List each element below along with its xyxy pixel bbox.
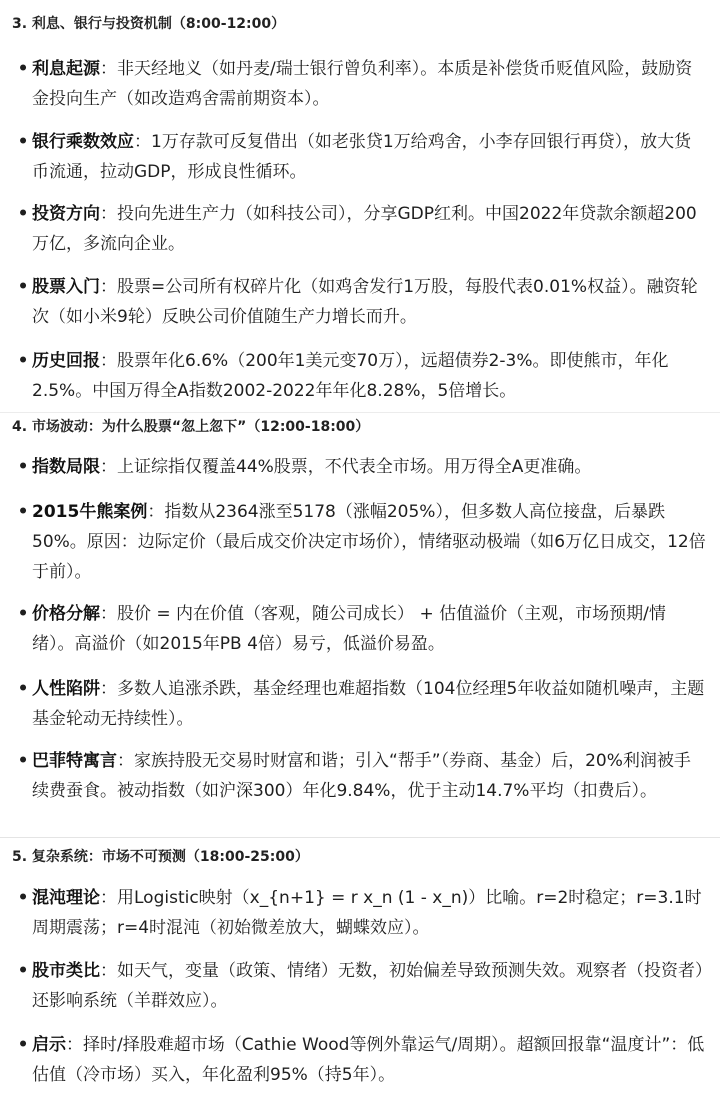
list-item: • 银行乘数效应：1万存款可反复借出（如老张贷1万给鸡舍，小李存回银行再贷），放大货币流通，拉动GDP，形成良性循环。: [16, 127, 706, 187]
list-item: • 利息起源：非天经地义（如丹麦/瑞士银行曾负利率）。本质是补偿货币贬值风险，鼓励资金投向生产（如改造鸡舍需前期资本）。: [16, 54, 706, 114]
bullet-icon: •: [17, 961, 29, 981]
section-heading: 3. 利息、银行与投资机制（8:00-12:00）: [12, 16, 286, 32]
item-text: 家族持股无交易时财富和谐；引入“帮手”（券商、基金）后，20%利润被手续费蚕食。被动指数（如沪深300）年化9.84%，优于主动14.7%平均（扣费后）。: [32, 751, 691, 801]
list-item: • 投资方向：投向先进生产力（如科技公司），分享GDP红利。中国2022年贷款余额超200万亿，多流向企业。: [16, 199, 706, 259]
bullet-icon: •: [17, 1035, 29, 1055]
list-item: • 价格分解：股价 = 内在价值（客观，随公司成长） + 估值溢价（主观，市场预期/情绪）。高溢价（如2015年PB 4倍）易亏，低溢价易盈。: [16, 599, 706, 659]
bullet-icon: •: [17, 59, 29, 79]
bullet-icon: •: [17, 888, 29, 908]
section-heading: 5. 复杂系统：市场不可预测（18:00-25:00）: [12, 849, 309, 865]
item-term: 指数局限: [32, 457, 100, 477]
item-term: 价格分解: [32, 604, 100, 624]
item-term: 银行乘数效应: [32, 132, 134, 152]
item-term: 历史回报: [32, 351, 100, 371]
item-text: 上证综指仅覆盖44%股票，不代表全市场。用万得全A更准确。: [117, 457, 592, 477]
list-item: • 启示：择时/择股难超市场（Cathie Wood等例外靠运气/周期）。超额回报靠“温度计”：低估值（冷市场）买入，年化盈利95%（持5年）。: [16, 1030, 706, 1090]
item-text: 股票=公司所有权碎片化（如鸡舍发行1万股，每股代表0.01%权益）。融资轮次（如小米9轮）反映公司价值随生产力增长而升。: [32, 277, 698, 327]
item-term: 混沌理论: [32, 888, 100, 908]
bullet-icon: •: [17, 132, 29, 152]
item-term: 巴菲特寓言: [32, 751, 117, 771]
section-heading: 4. 市场波动：为什么股票“忽上忽下”（12:00-18:00）: [12, 419, 370, 435]
list-item: • 指数局限：上证综指仅覆盖44%股票，不代表全市场。用万得全A更准确。: [16, 452, 706, 482]
item-text: 指数从2364涨至5178（涨幅205%），但多数人高位接盘，后暴跌50%。原因：边际定价（最后成交价决定市场价），情绪驱动极端（如6万亿日成交，12倍于前）。: [32, 502, 706, 582]
section-5: [0, 837, 720, 1094]
bullet-icon: •: [17, 751, 29, 771]
list-item: • 历史回报：股票年化6.6%（200年1美元变70万），远超债券2-3%。即使熊市，年化2.5%。中国万得全A指数2002-2022年年化8.28%，5倍增长。: [16, 346, 706, 406]
item-term: 利息起源: [32, 59, 100, 79]
item-text: 多数人追涨杀跌，基金经理也难超指数（104位经理5年收益如随机噪声，主题基金轮动无持续性）。: [32, 679, 705, 729]
item-term: 启示: [32, 1035, 66, 1055]
item-text: 非天经地义（如丹麦/瑞士银行曾负利率）。本质是补偿货币贬值风险，鼓励资金投向生产（如改造鸡舍需前期资本）。: [32, 59, 693, 109]
list-item: • 股票入门：股票=公司所有权碎片化（如鸡舍发行1万股，每股代表0.01%权益）。融资轮次（如小米9轮）反映公司价值随生产力增长而升。: [16, 272, 706, 332]
item-text: 1万存款可反复借出（如老张贷1万给鸡舍，小李存回银行再贷），放大货币流通，拉动GDP，形成良性循环。: [32, 132, 692, 182]
bullet-icon: •: [17, 204, 29, 224]
item-term: 股票入门: [32, 277, 100, 297]
item-text: 择时/择股难超市场（Cathie Wood等例外靠运气/周期）。超额回报靠“温度计”：低估值（冷市场）买入，年化盈利95%（持5年）。: [32, 1035, 705, 1085]
section-4: [0, 412, 720, 837]
list-item: • 混沌理论：用Logistic映射（x_{n+1} = r x_n (1 - x_n)）比喻。r=2时稳定；r=3.1时周期震荡；r=4时混沌（初始微差放大，蝴蝶效应）。: [16, 883, 706, 943]
item-text: 用Logistic映射（x_{n+1} = r x_n (1 - x_n)）比喻。r=2时稳定；r=3.1时周期震荡；r=4时混沌（初始微差放大，蝴蝶效应）。: [32, 888, 702, 938]
bullet-icon: •: [17, 457, 29, 477]
item-term: 人性陷阱: [32, 679, 100, 699]
list-item: • 股市类比：如天气，变量（政策、情绪）无数，初始偏差导致预测失效。观察者（投资者）还影响系统（羊群效应）。: [16, 956, 706, 1016]
list-item: • 人性陷阱：多数人追涨杀跌，基金经理也难超指数（104位经理5年收益如随机噪声，主题基金轮动无持续性）。: [16, 674, 706, 734]
bullet-icon: •: [17, 277, 29, 297]
bullet-icon: •: [17, 604, 29, 624]
bullet-icon: •: [17, 351, 29, 371]
item-text: 股价 = 内在价值（客观，随公司成长） + 估值溢价（主观，市场预期/情绪）。高溢价（如2015年PB 4倍）易亏，低溢价易盈。: [32, 604, 666, 654]
item-term: 投资方向: [32, 204, 100, 224]
item-term: 股市类比: [32, 961, 100, 981]
list-item: • 巴菲特寓言：家族持股无交易时财富和谐；引入“帮手”（券商、基金）后，20%利润被手续费蚕食。被动指数（如沪深300）年化9.84%，优于主动14.7%平均（扣费后）。: [16, 746, 706, 806]
item-text: 投向先进生产力（如科技公司），分享GDP红利。中国2022年贷款余额超200万亿，多流向企业。: [32, 204, 697, 254]
list-item: • 2015牛熊案例：指数从2364涨至5178（涨幅205%），但多数人高位接盘，后暴跌50%。原因：边际定价（最后成交价决定市场价），情绪驱动极端（如6万亿日成交，12倍于前）。: [16, 497, 706, 587]
bullet-icon: •: [17, 502, 29, 522]
item-term: 2015牛熊案例: [32, 502, 148, 522]
item-text: 如天气，变量（政策、情绪）无数，初始偏差导致预测失效。观察者（投资者）还影响系统（羊群效应）。: [32, 961, 704, 1011]
item-text: 股票年化6.6%（200年1美元变70万），远超债券2-3%。即使熊市，年化2.5%。中国万得全A指数2002-2022年年化8.28%，5倍增长。: [32, 351, 669, 401]
bullet-icon: •: [17, 679, 29, 699]
section-3: [0, 0, 720, 412]
